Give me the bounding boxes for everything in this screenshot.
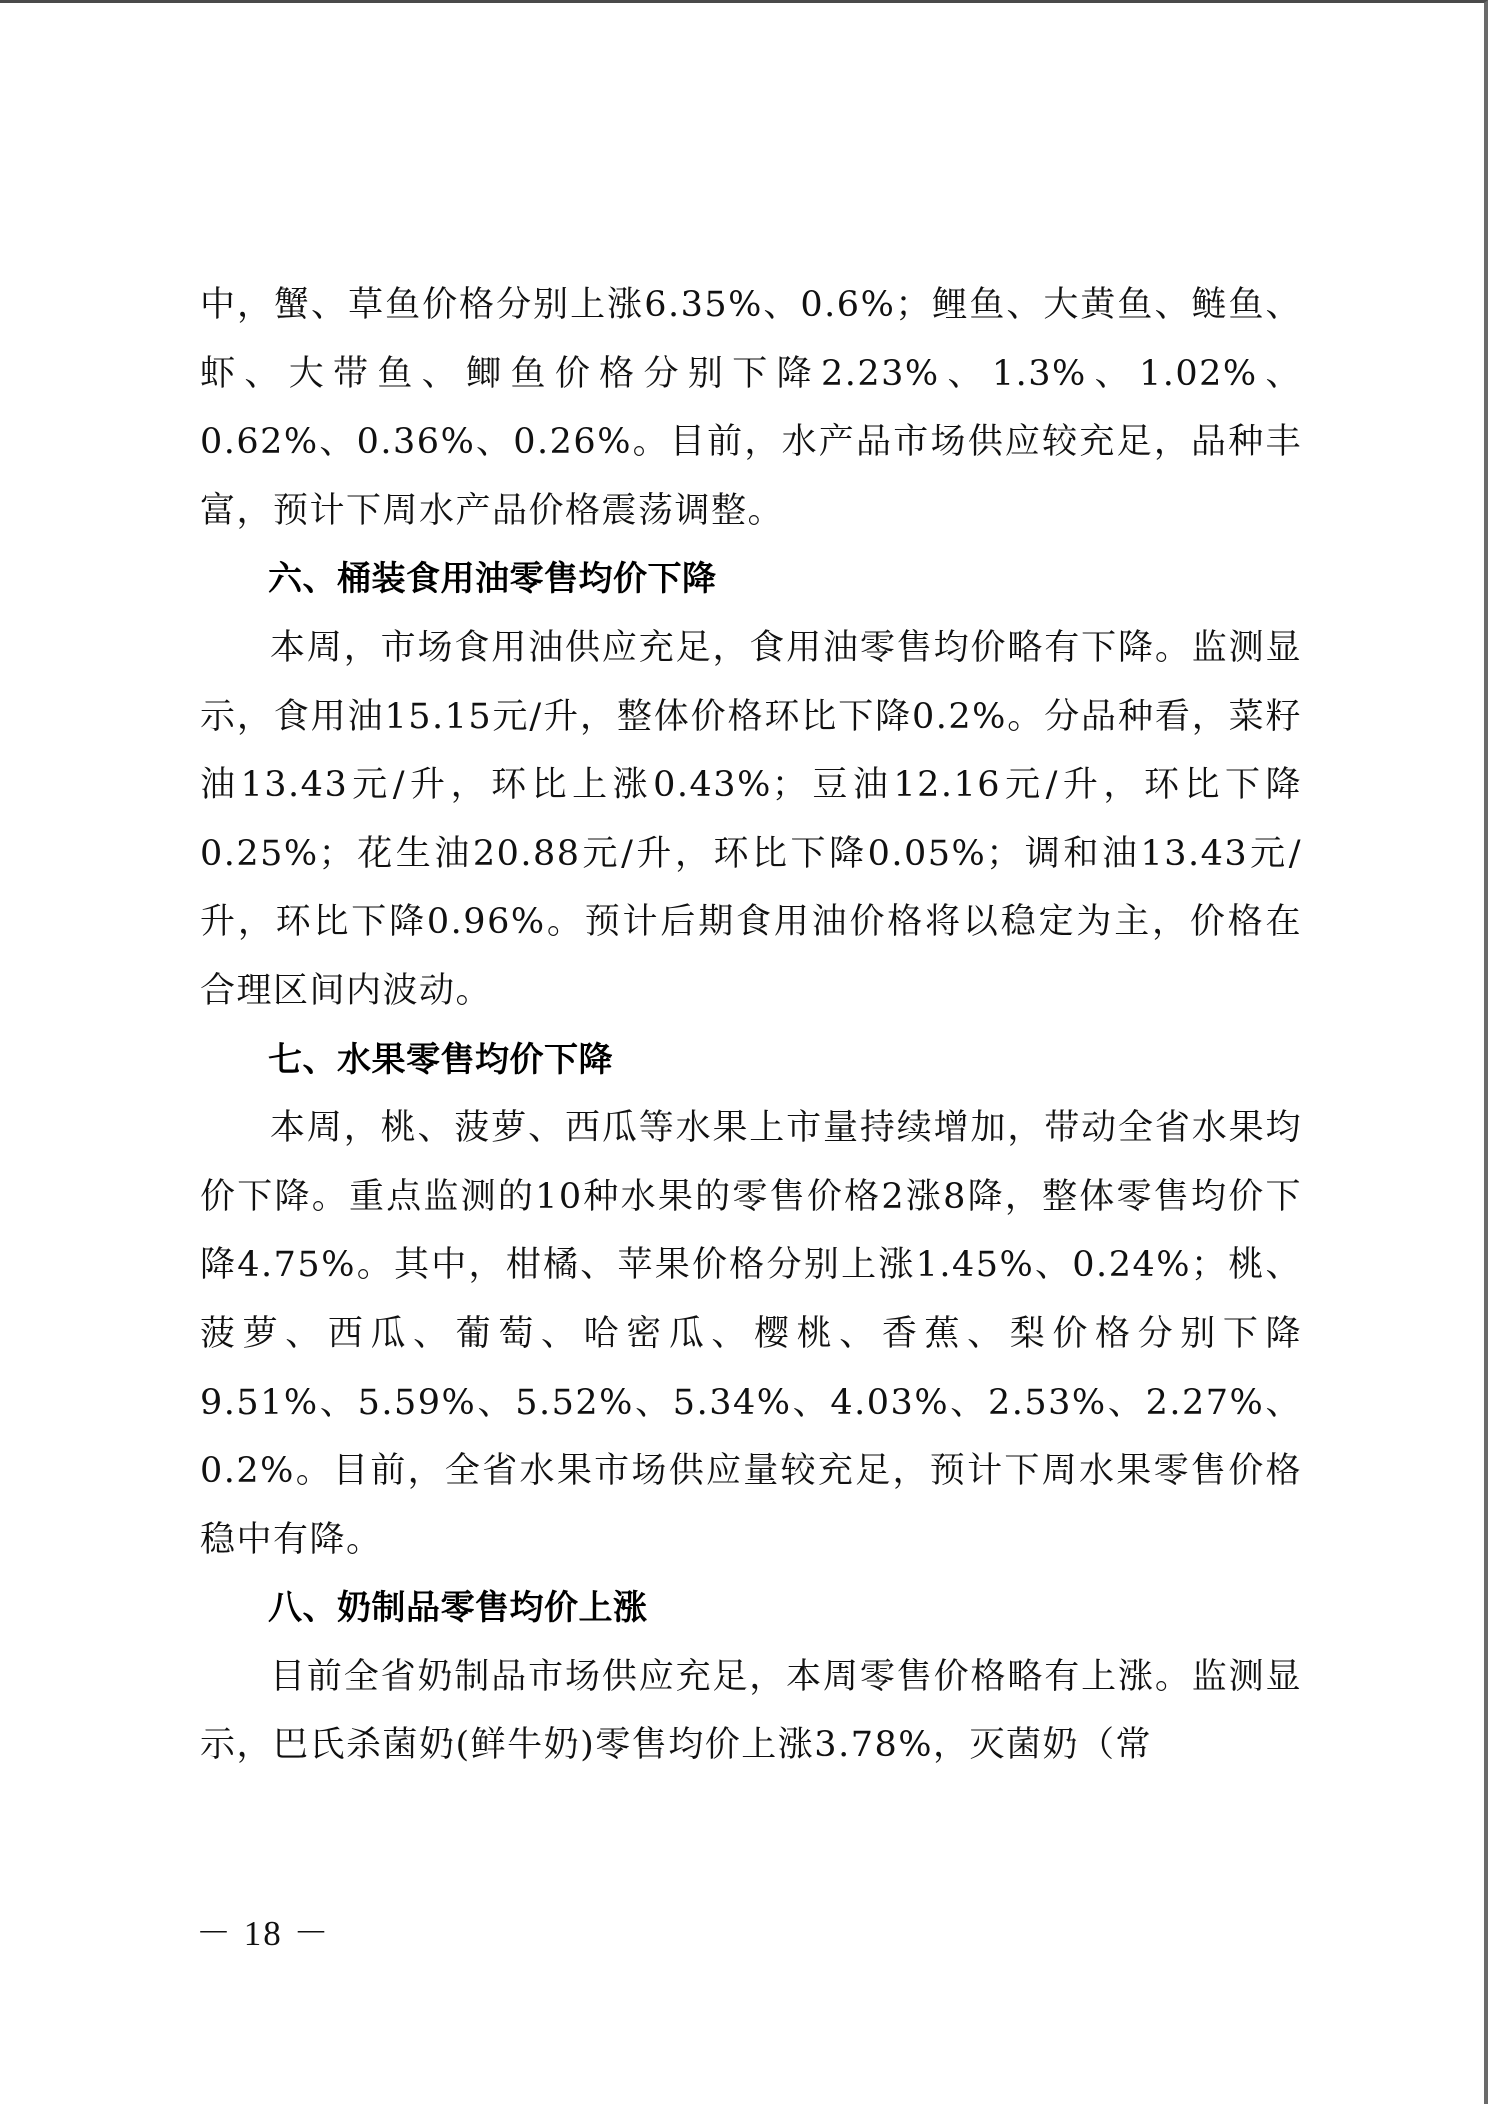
section-heading-fruit: 七、水果零售均价下降 bbox=[268, 1039, 613, 1080]
section-heading-dairy: 八、奶制品零售均价上涨 bbox=[268, 1588, 648, 1629]
section-body-fruit: 本周，桃、菠萝、西瓜等水果上市量持续增加，带动全省水果均价下降。重点监测的10种水果的零售价格2涨8降，整体零售均价下降4.75%。其中，柑橘、苹果价格分别上涨1.45%、0.24%；桃、菠萝、西瓜、葡萄、哈密瓜、樱桃、香蕉、梨价格分别下降9.51%、5.59%、5.52%、5.34%、4.03%、2.53%、2.27%、0.2%。目前，全省水果市场供应量较充足，预计下周水果零售价格稳中有降。 bbox=[200, 1108, 1302, 1560]
section-body-edible-oil: 本周，市场食用油供应充足，食用油零售均价略有下降。监测显示，食用油15.15元/升，整体价格环比下降0.2%。分品种看，菜籽油13.43元/升，环比上涨0.43%；豆油12.16元/升，环比下降0.25%；花生油20.88元/升，环比下降0.05%；调和油13.43元/升，环比下降0.96%。预计后期食用油价格将以稳定为主，价格在合理区间内波动。 bbox=[200, 627, 1302, 1011]
section-heading-edible-oil: 六、桶装食用油零售均价下降 bbox=[268, 559, 717, 600]
section-body-dairy: 目前全省奶制品市场供应充足，本周零售价格略有上涨。监测显示，巴氏杀菌奶(鲜牛奶)零售均价上涨3.78%，灭菌奶（常 bbox=[200, 1656, 1302, 1766]
page-body bbox=[200, 271, 1302, 1780]
continued-paragraph-aquatic-products: 中，蟹、草鱼价格分别上涨6.35%、0.6%；鲤鱼、大黄鱼、鲢鱼、虾、大带鱼、鲫鱼价格分别下降2.23%、1.3%、1.02%、0.62%、0.36%、0.26%。目前，水产品市场供应较充足，品种丰富，预计下周水产品价格震荡调整。 bbox=[200, 285, 1302, 531]
page-number: － 18 － bbox=[196, 1914, 331, 1953]
